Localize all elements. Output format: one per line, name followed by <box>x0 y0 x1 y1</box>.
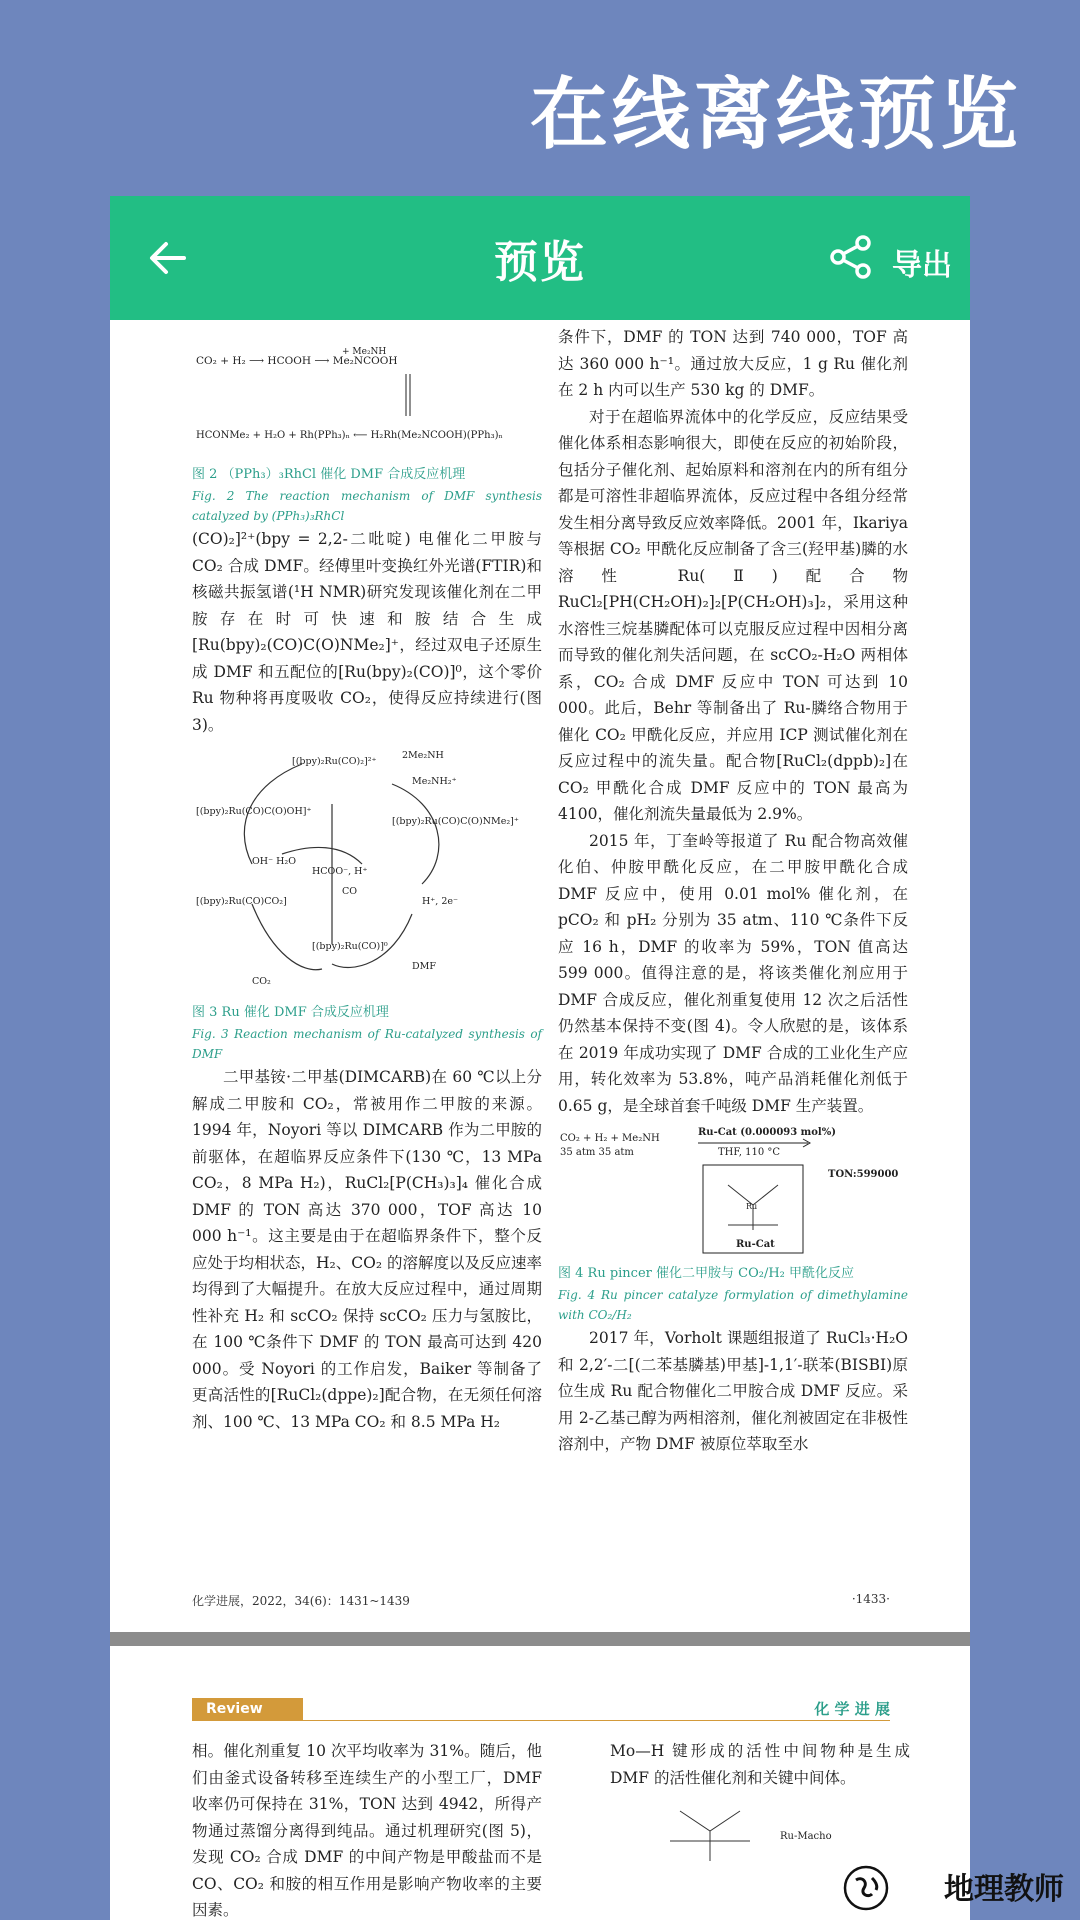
svg-text:Me₂NH₂⁺: Me₂NH₂⁺ <box>412 776 457 787</box>
figure-2-caption-en: Fig. 2 The reaction mechanism of DMF synthesis catalyzed by (PPh₃)₃RhCl <box>192 489 542 523</box>
header-rule <box>192 1720 890 1721</box>
review-badge: Review <box>192 1698 303 1720</box>
share-button[interactable] <box>828 234 874 280</box>
figure-4-caption-cn: 图 4 Ru pincer 催化二甲胺与 CO₂/H₂ 甲酰化反应 <box>558 1266 855 1281</box>
scheme-line-1: CO₂ + H₂ ⟶ HCOOH ⟶ Me₂NCOOH <box>196 355 398 367</box>
right-column <box>558 324 908 1458</box>
svg-text:H⁺, 2e⁻: H⁺, 2e⁻ <box>422 896 459 907</box>
figure-2-scheme <box>192 346 542 456</box>
svg-text:Ru: Ru <box>746 1202 758 1211</box>
page-footer-left: 化学进展，2022，34(6)：1431~1439 <box>192 1594 410 1608</box>
top-app-bar <box>110 196 970 320</box>
svg-text:DMF: DMF <box>412 961 436 972</box>
preview-card <box>110 196 970 1920</box>
scheme-line-2: HCONMe₂ + H₂O + Rh(PPh₃)ₙ ⟵ H₂Rh(Me₂NCOOH)(PPh₃)ₙ <box>196 430 503 441</box>
svg-text:[(bpy)₂Ru(CO)C(O)OH]⁺: [(bpy)₂Ru(CO)C(O)OH]⁺ <box>196 806 312 817</box>
figure-4-scheme <box>558 1125 908 1255</box>
promo-title: 在线离线预览 <box>529 70 1022 160</box>
svg-text:CO: CO <box>342 886 358 897</box>
svg-text:HCOO⁻, H⁺: HCOO⁻, H⁺ <box>312 866 368 877</box>
svg-text:[(bpy)₂Ru(CO)]⁰: [(bpy)₂Ru(CO)]⁰ <box>312 941 388 952</box>
document-page-1[interactable] <box>110 320 970 1632</box>
fig4-cat-label: Ru-Cat <box>736 1239 775 1250</box>
page2-right-text: Mo—H 键形成的活性中间物种是生成 DMF 的活性催化剂和关键中间体。 <box>610 1742 910 1787</box>
figure-4-caption-en: Fig. 4 Ru pincer catalyze formylation of dimethylamine with CO₂/H₂ <box>558 1288 908 1322</box>
svg-text:[(bpy)₂Ru(CO)C(O)NMe₂]⁺: [(bpy)₂Ru(CO)C(O)NMe₂]⁺ <box>392 816 519 827</box>
journal-name: 化 学 进 展 <box>814 1700 890 1718</box>
share-icon <box>828 234 874 280</box>
page2-right-column <box>610 1738 910 1880</box>
fig4-pressures: 35 atm 35 atm <box>560 1147 634 1158</box>
svg-text:2Me₂NH: 2Me₂NH <box>402 750 444 761</box>
screen-title: 预览 <box>494 237 586 288</box>
right-paragraph-4: 2017 年，Vorholt 课题组报道了 RuCl₃·H₂O 和 2,2′-二[(二苯基膦基)甲基]-1,1′-联苯(BISBI)原位生成 Ru 配合物催化二甲胺合成 DMF 反应。采用 2-乙基己醇为两相溶剂，催化剂被固定在非极性溶剂中，产物 DMF 被原位萃取至水 <box>558 1329 908 1453</box>
svg-text:CO₂: CO₂ <box>252 976 271 987</box>
left-column <box>192 340 542 1435</box>
figure-2-caption-cn: 图 2 （PPh₃）₃RhCl 催化 DMF 合成反应机理 <box>192 467 466 482</box>
document-page-2[interactable] <box>110 1646 970 1920</box>
watermark-text: 地理教师 <box>944 1872 1064 1907</box>
figure-5-scheme <box>610 1791 910 1871</box>
left-paragraph-1: (CO)₂]²⁺(bpy = 2,2-二吡啶) 电催化二甲胺与 CO₂ 合成 DMF。经傅里叶变换红外光谱(FTIR)和核磁共振氢谱(¹H NMR)研究发现该催化剂在二甲胺存在时可快速和胺结合生成[Ru(bpy)₂(CO)C(O)NMe₂]⁺，经过双电子还原生成 DMF 和五配位的[Ru(bpy)₂(CO)]⁰，这个零价 Ru 物种将再度吸收 CO₂，使得反应持续进行(图 3)。 <box>192 530 542 734</box>
globe-logo-icon <box>842 1864 890 1912</box>
fig4-conditions: THF, 110 °C <box>718 1147 781 1158</box>
fig4-ton: TON:599000 <box>828 1169 899 1180</box>
page-footer-right: ·1433· <box>851 1592 890 1606</box>
fig4-reactants: CO₂ + H₂ + Me₂NH <box>560 1133 660 1144</box>
figure-3-scheme <box>192 744 542 994</box>
scheme-reagent: + Me₂NH <box>342 347 387 357</box>
fig4-catalyst: Ru-Cat (0.000093 mol%) <box>698 1127 836 1138</box>
page2-left-text: 相。催化剂重复 10 次平均收率为 31%。随后，他们由釜式设备转移至连续生产的小型工厂，DMF 收率仍可保持在 31%，TON 达到 4942，所得产物通过蒸馏分离得到纯品。通过机理研究(图 5)，发现 CO₂ 合成 DMF 的中间产物是甲酸盐而不是 CO、CO₂ 和胺的相互作用是影响产物收率的主要因素。 <box>192 1742 542 1919</box>
left-paragraph-2: 二甲基铵·二甲基(DIMCARB)在 60 ℃以上分解成二甲胺和 CO₂，常被用作二甲胺的来源。1994 年，Noyori 等以 DIMCARB 作为二甲胺的前驱体，在超临界反应条件下(130 ℃，13 MPa CO₂，8 MPa H₂)，RuCl₂[P(CH₃)₃]₄ 催化合成 DMF 的 TON 高达 370 000，TOF 高达 10 000 h⁻¹。这主要是由于在超临界条件下，整个反应处于均相状态，H₂、CO₂ 的溶解度以及反应速率均得到了大幅提升。在放大反应过程中，通过周期性补充 H₂ 和 scCO₂ 保持 scCO₂ 压力与氢胺比，在 100 ℃条件下 DMF 的 TON 最高可达到 420 000。受 Noyori 的工作启发，Baiker 等制备了更高活性的[RuCl₂(dppe)₂]配合物，在无须任何溶剂、100 ℃、13 MPa CO₂ 和 8.5 MPa H₂ <box>192 1068 542 1431</box>
scheme-label: Ru-Macho <box>780 1831 832 1842</box>
figure-3-caption-en: Fig. 3 Reaction mechanism of Ru-catalyzed synthesis of DMF <box>192 1027 542 1061</box>
figure-3-caption-cn: 图 3 Ru 催化 DMF 合成反应机理 <box>192 1005 389 1020</box>
svg-text:[(bpy)₂Ru(CO)CO₂]: [(bpy)₂Ru(CO)CO₂] <box>196 896 287 907</box>
svg-text:OH⁻ H₂O: OH⁻ H₂O <box>252 856 296 867</box>
export-button[interactable]: 导出 <box>892 248 952 283</box>
svg-text:[(bpy)₂Ru(CO)₂]²⁺: [(bpy)₂Ru(CO)₂]²⁺ <box>292 756 377 767</box>
page2-left-column <box>192 1738 542 1920</box>
right-paragraph-1: 条件下，DMF 的 TON 达到 740 000，TOF 高达 360 000 h⁻¹。通过放大反应，1 g Ru 催化剂在 2 h 内可以生产 530 kg 的 DMF。 <box>558 328 908 399</box>
right-paragraph-3: 2015 年，丁奎岭等报道了 Ru 配合物高效催化伯、仲胺甲酰化反应，在二甲胺甲酰化合成 DMF 反应中，使用 0.01 mol% 催化剂，在 pCO₂ 和 pH₂ 分别为 35 atm、110 ℃条件下反应 16 h，DMF 的收率为 59%，TON 值高达 599 000。值得注意的是，将该类催化剂应用于 DMF 合成反应，催化剂重复使用 12 次之后活性仍然基本保持不变(图 4)。令人欣慰的是，该体系在 2019 年成功实现了 DMF 合成的工业化生产应用，转化效率为 53.8%，吨产品消耗催化剂低于 0.65 g，是全球首套千吨级 DMF 生产装置。 <box>558 831 908 1115</box>
right-paragraph-2: 对于在超临界流体中的化学反应，反应结果受催化体系相态影响很大，即使在反应的初始阶段，包括分子催化剂、起始原料和溶剂在内的所有组分都是可溶性非超临界流体，反应过程中各组分经常发生相分离导致反应效率降低。2001 年，Ikariya 等根据 CO₂ 甲酰化反应制备了含三(羟甲基)膦的水溶性 Ru(Ⅱ)配合物 RuCl₂[PH(CH₂OH)₂]₂[P(CH₂OH)₃]₂，采用这种水溶性三烷基膦配体可以克服反应过程中因相分离而导致的催化剂失活问题，在 scCO₂-H₂O 两相体系，CO₂ 合成 DMF 反应中 TON 可达到 10 000。此后，Behr 等制备出了 Ru-膦络合物用于催化 CO₂ 甲酰化反应，并应用 ICP 测试催化剂在反应过程中的流失量。配合物[RuCl₂(dppb)₂]在 CO₂ 甲酰化合成 DMF 反应中的 TON 最高为 4100，催化剂流失量最低为 2.9%。 <box>558 407 908 823</box>
